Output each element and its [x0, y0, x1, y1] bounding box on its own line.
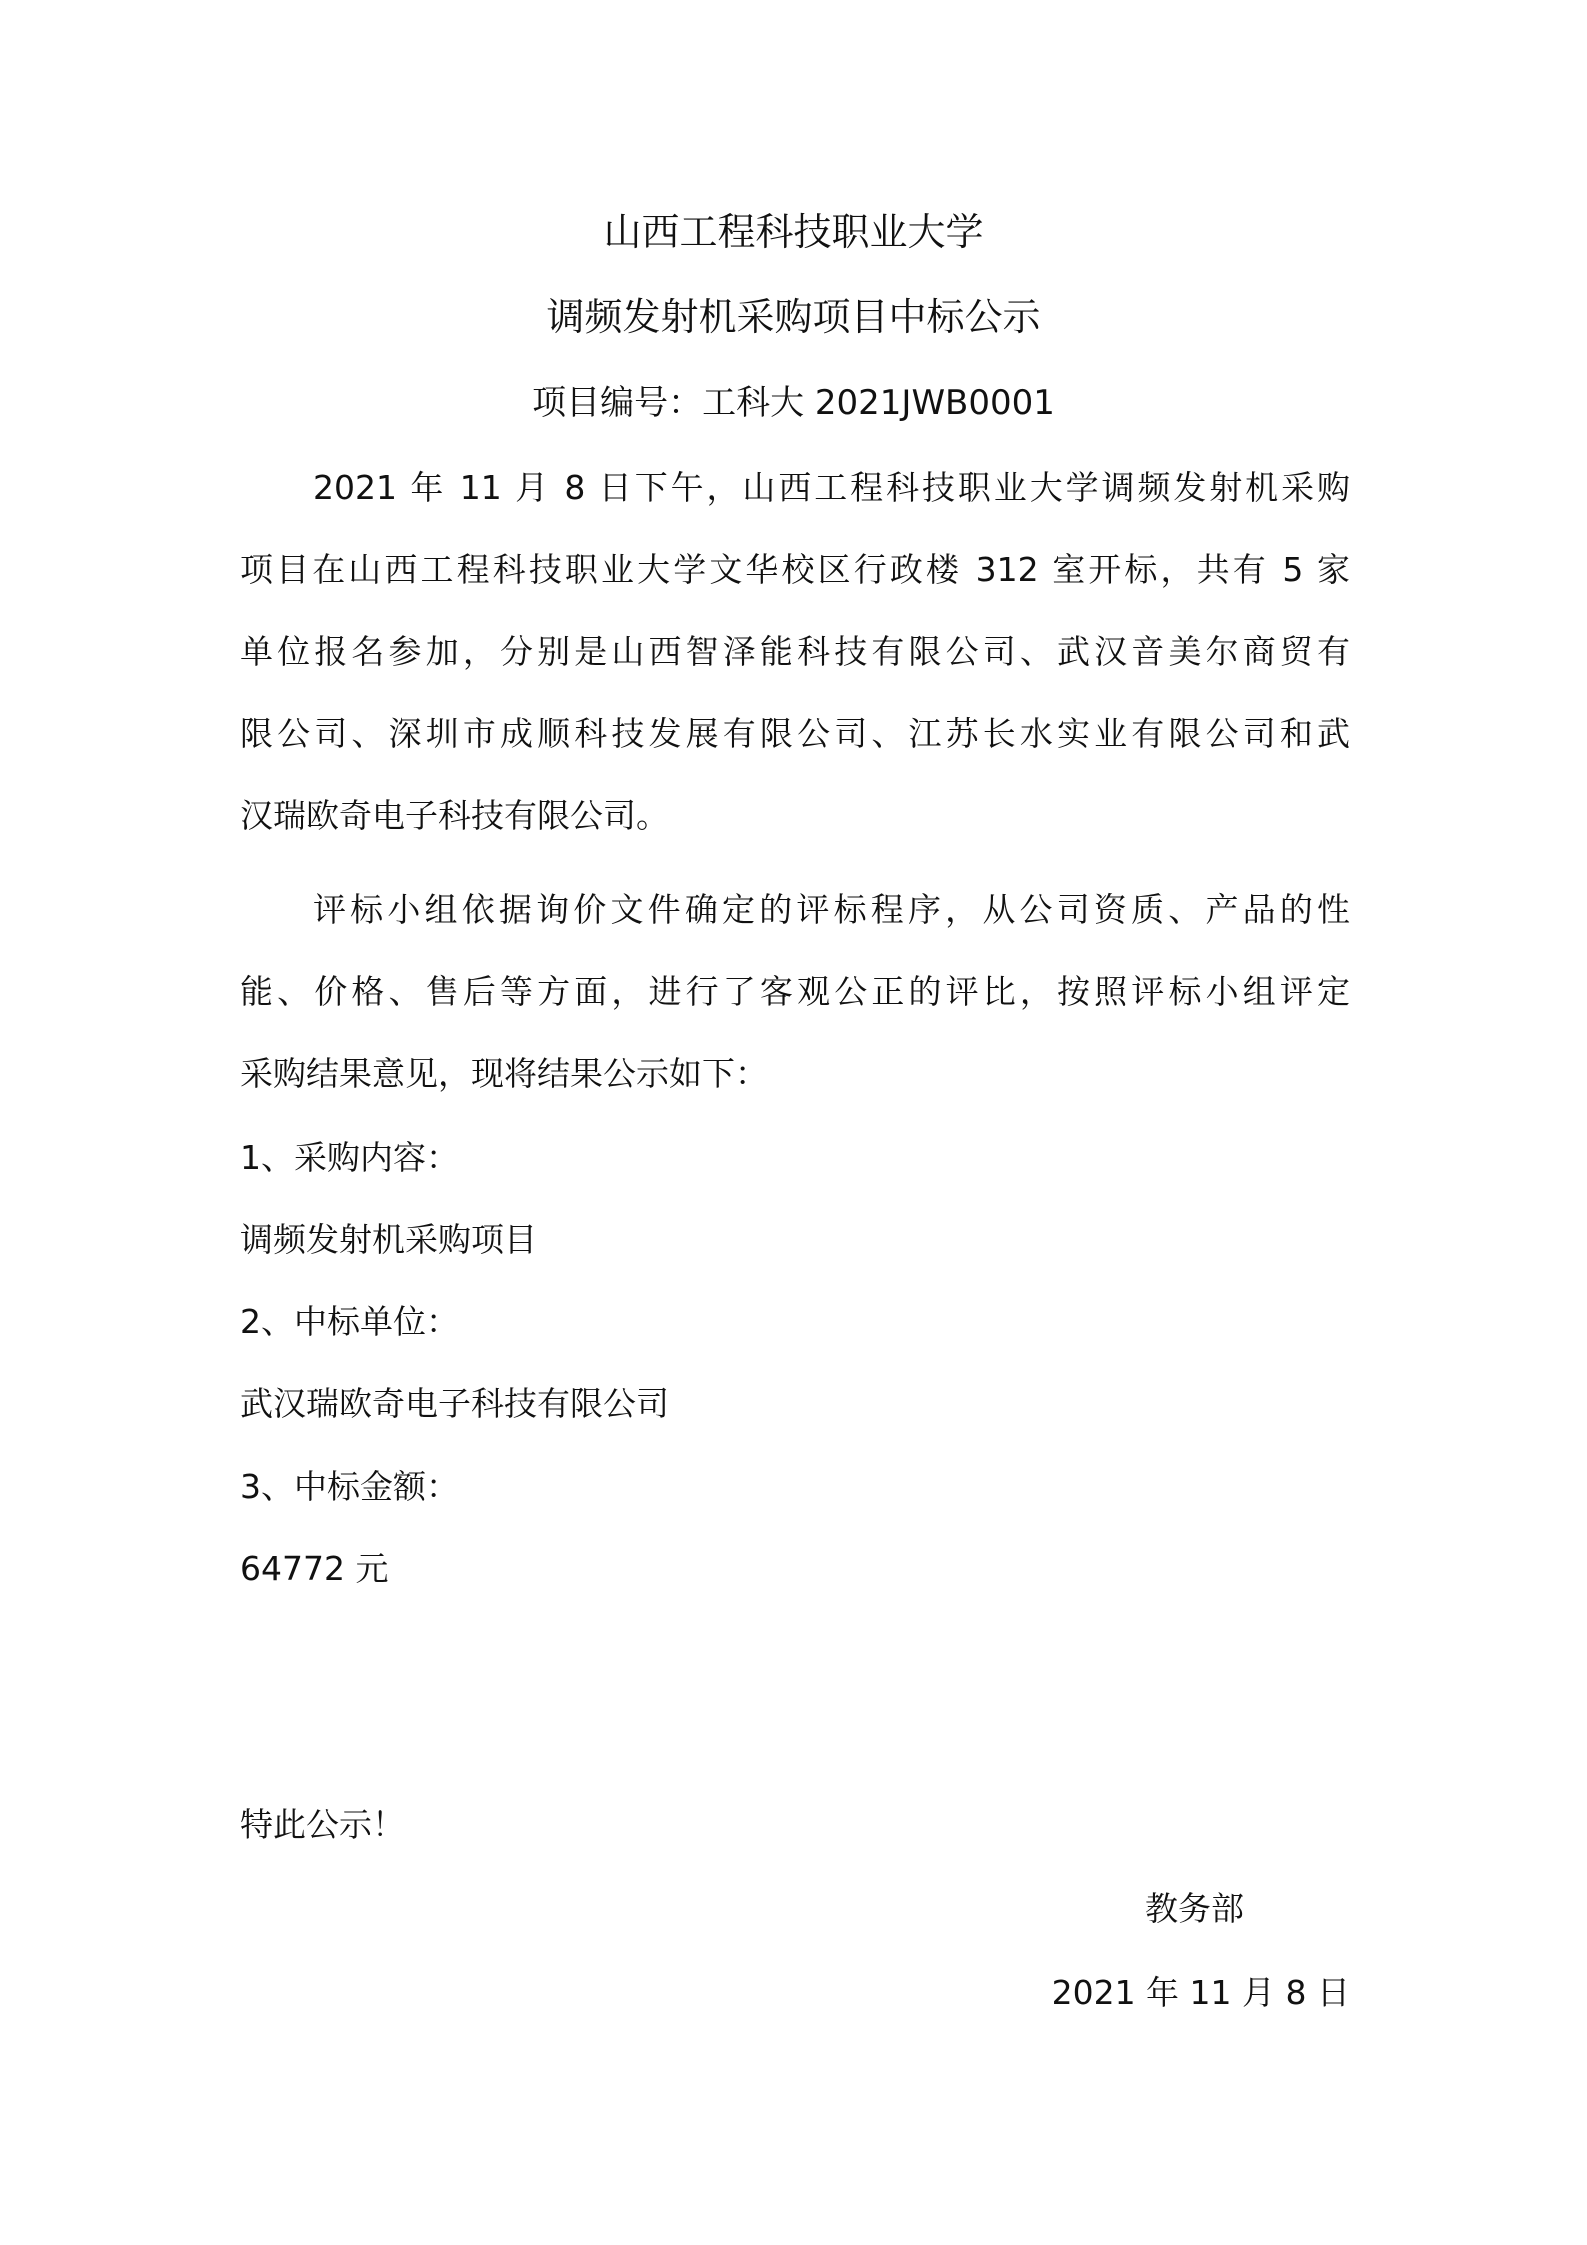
para1-line: 汉瑞欧奇电子科技有限公司。 [240, 796, 669, 835]
item1-heading: 1、采购内容： [240, 1138, 459, 1177]
item3-heading: 3、中标金额： [240, 1467, 459, 1506]
closing-statement: 特此公示！ [240, 1805, 405, 1844]
signature-department: 教务部 [1145, 1889, 1244, 1928]
project-number: 项目编号：工科大 2021JWB0001 [532, 383, 1055, 423]
para2-line: 评标小组依据询价文件确定的评标程序，从公司资质、产品的性 [313, 890, 1350, 929]
document-title-line2: 调频发射机采购项目中标公示 [546, 295, 1041, 339]
para2-line: 能、价格、售后等方面，进行了客观公正的评比，按照评标小组评定 [240, 972, 1350, 1011]
signature-date: 2021 年 11 月 8 日 [1051, 1973, 1350, 2012]
item2-value: 武汉瑞欧奇电子科技有限公司 [240, 1384, 669, 1423]
para1-line: 项目在山西工程科技职业大学文华校区行政楼 312 室开标，共有 5 家 [240, 550, 1350, 589]
item1-value: 调频发射机采购项目 [240, 1220, 537, 1259]
item2-heading: 2、中标单位： [240, 1302, 459, 1341]
para1-line: 2021 年 11 月 8 日下午，山西工程科技职业大学调频发射机采购 [313, 468, 1350, 507]
para1-line: 限公司、深圳市成顺科技发展有限公司、江苏长水实业有限公司和武 [240, 714, 1350, 753]
item3-value: 64772 元 [240, 1549, 389, 1588]
document-title-line1: 山西工程科技职业大学 [603, 210, 984, 254]
para1-line: 单位报名参加，分别是山西智泽能科技有限公司、武汉音美尔商贸有 [240, 632, 1350, 671]
para2-line: 采购结果意见，现将结果公示如下： [240, 1054, 768, 1093]
